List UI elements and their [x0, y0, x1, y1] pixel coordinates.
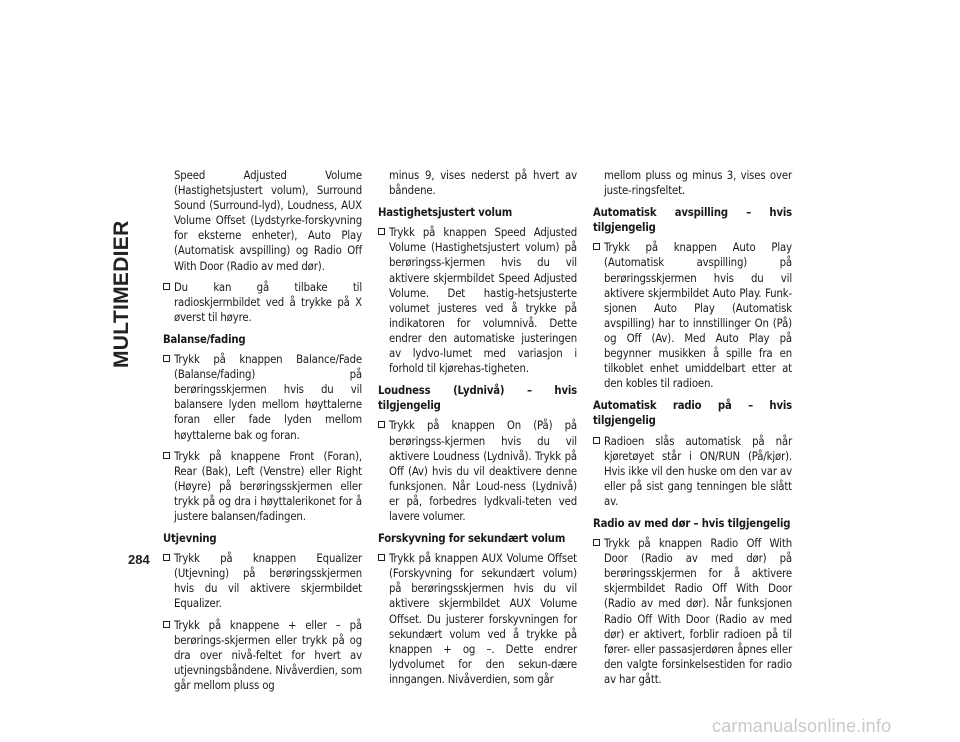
- bullet-item: [378, 418, 577, 524]
- checkbox-bullet-icon: [163, 554, 170, 561]
- bullet-text: Radioen slås automatisk på når kjøretøyet står i ON/RUN (På/kjør). Hvis ikke vil den huske om den var av eller på sist gang tenningen ble slått av.: [604, 434, 792, 508]
- checkbox-bullet-icon: [378, 554, 385, 561]
- heading-radio-off-door: Radio av med dør – hvis tilgjengelig: [593, 516, 791, 530]
- column-3: [593, 168, 792, 693]
- heading-aux-offset: Forskyvning for sekundært volum: [378, 532, 566, 546]
- heading-auto-play: Automatisk avspilling – hvis tilgjengelig: [593, 206, 792, 235]
- checkbox-bullet-icon: [163, 283, 170, 290]
- checkbox-bullet-icon: [593, 437, 600, 444]
- bullet-text: Trykk på knappen Radio Off With Door (Radio av med dør) på berøringsskjermen for å aktivere skjermbildet Radio Off With Door (Radio av med dør). Når funksjonen Radio Off With Door (Radio av med dør) er aktivert, forblir radioen på til fører- eller passasjerdøren åpnes eller den valgte forsinkelsestiden for radio av har gått.: [604, 537, 792, 686]
- bullet-item: [593, 240, 792, 391]
- checkbox-bullet-icon: [593, 539, 600, 546]
- heading-balance: Balanse/fading: [163, 332, 246, 346]
- checkbox-bullet-icon: [163, 355, 170, 362]
- section-title-text: MULTIMEDIER: [110, 220, 133, 368]
- bullet-text: Trykk på knappen On (På) på berøringss-kjermen hvis du vil aktivere Loudness (Lydnivå). Trykk på Off (Av) hvis du vil deaktivere denne funksjonen. Når Loud-ness (Lydnivå) er på, forbedres lydkvali-teten ved lavere volumer.: [389, 419, 577, 523]
- checkbox-bullet-icon: [378, 421, 385, 428]
- page-number: 284: [128, 552, 150, 567]
- bullet-item: [163, 280, 362, 325]
- column-2: [378, 168, 577, 693]
- continuation-paragraph: mellom pluss og minus 3, vises over juste-ringsfeltet.: [604, 169, 792, 198]
- checkbox-bullet-icon: [378, 228, 385, 235]
- bullet-text: Trykk på knappen Auto Play (Automatisk avspilling) på berøringsskjermen hvis du vil aktivere skjermbildet Auto Play. Funk-sjonen Auto Play (Automatisk avspilling) har to innstillinger On (På) og Off (Av). Med Auto Play på begynner musikken å spille fra en tilkoblet enhet umiddelbart etter at den kobles til radioen.: [604, 241, 792, 391]
- bullet-item: [378, 551, 577, 687]
- heading-equalizer: Utjevning: [163, 532, 217, 546]
- continuation-paragraph: minus 9, vises nederst på hvert av båndene.: [389, 169, 577, 198]
- bullet-item: [378, 225, 577, 376]
- bullet-text: Trykk på knappen AUX Volume Offset (Forskyvning for sekundært volum) på berøringsskjermen hvis du vil aktivere skjermbildet AUX Volume Offset. Du justerer forskyvningen for sekundært volum ved å trykke på knappen + og –. Dette endrer lydvolumet for den sekun-dære inngangen. Nivåverdien, som går: [389, 552, 577, 686]
- heading-speed-volume: Hastighetsjustert volum: [378, 206, 513, 220]
- bullet-item: [163, 551, 362, 611]
- bullet-text: Du kan gå tilbake til radioskjermbildet ved å trykke på X øverst til høyre.: [174, 280, 362, 324]
- bullet-text: Trykk på knappen Speed Adjusted Volume (Hastighetsjustert volum) på berøringss-kjermen hvis du vil aktivere skjermbildet Speed Adjusted Volume. Det hastig-hetsjusterte volumet justeres ved å trykke på indikatoren for volumnivå. Dette endrer den automatiske justeringen av lydvo-lumet med variasjon i forhold til kjørehas-tigheten.: [389, 226, 577, 376]
- bullet-text: Trykk på knappene Front (Foran), Rear (Bak), Left (Venstre) eller Right (Høyre) på berøringsskjermen eller trykk på og dra i høyttalerikonet for å justere balansen/fadingen.: [174, 449, 362, 523]
- intro-paragraph: Speed Adjusted Volume (Hastighetsjustert volum), Surround Sound (Surround-lyd), Loudness, AUX Volume Offset (Lydstyrke-forskyvning for eksterne enheter), Auto Play (Automatisk avspilling) og Radio Off With Door (Radio av med dør).: [174, 169, 362, 273]
- bullet-text: Trykk på knappen Equalizer (Utjevning) på berøringsskjermen hvis du vil aktivere skjermbildet Equalizer.: [174, 552, 362, 611]
- bullet-item: [593, 536, 792, 687]
- column-1: [163, 168, 362, 699]
- checkbox-bullet-icon: [593, 243, 600, 250]
- bullet-text: Trykk på knappene + eller – på berørings-skjermen eller trykk på og dra over nivå-feltet for hvert av utjevningsbåndene. Nivåverdien, som går mellom pluss og: [174, 618, 362, 692]
- heading-auto-radio: Automatisk radio på – hvis tilgjengelig: [593, 399, 792, 428]
- bullet-item: [593, 434, 792, 509]
- bullet-item: [163, 449, 362, 524]
- checkbox-bullet-icon: [163, 621, 170, 628]
- watermark: carmanualsonline.info: [712, 716, 892, 736]
- bullet-item: [163, 352, 362, 443]
- bullet-text: Trykk på knappen Balance/Fade (Balanse/fading) på berøringsskjermen hvis du vil balansere lyden mellom høyttalerne foran eller fade lyden mellom høyttalerne bak og foran.: [174, 353, 362, 442]
- checkbox-bullet-icon: [163, 452, 170, 459]
- heading-loudness: Loudness (Lydnivå) – hvis tilgjengelig: [378, 384, 577, 413]
- bullet-item: [163, 618, 362, 693]
